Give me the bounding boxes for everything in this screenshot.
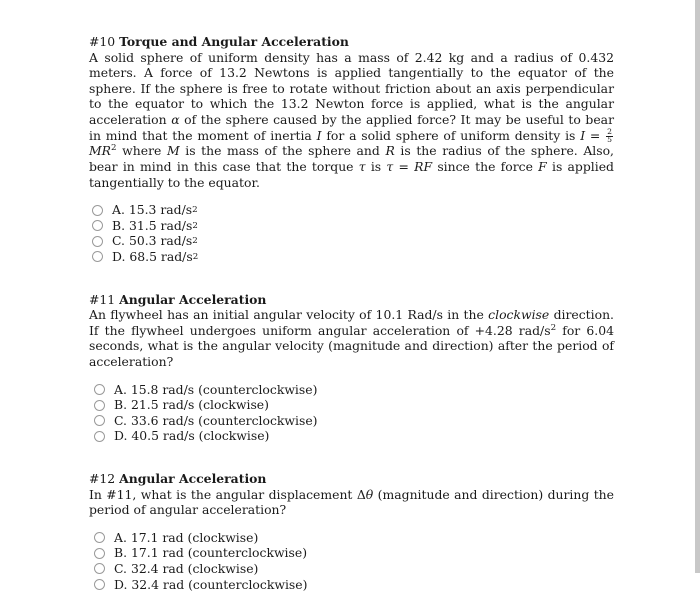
question-10-heading	[89, 34, 614, 50]
radio-button-icon[interactable]	[92, 236, 103, 247]
answer-option[interactable]: A. 15.8 rad/s (counterclockwise)	[94, 382, 614, 398]
question-11-heading	[89, 292, 614, 308]
radio-button-icon[interactable]	[92, 220, 103, 231]
question-number: #10	[89, 34, 116, 49]
question-number: #11	[89, 291, 116, 307]
question-12	[89, 471, 614, 592]
question-title: Angular Acceleration	[119, 470, 267, 486]
answer-option[interactable]: A. 17.1 rad (clockwise)	[94, 530, 614, 546]
question-10	[89, 34, 614, 265]
question-title: Torque and Angular Acceleration	[119, 34, 349, 49]
question-11	[89, 292, 614, 444]
radio-button-icon[interactable]	[92, 251, 103, 262]
question-11-options	[89, 382, 614, 444]
answer-option[interactable]: B. 21.5 rad/s (clockwise)	[94, 397, 614, 413]
answer-option[interactable]: A. 15.3 rad/s 2	[92, 202, 614, 218]
page-edge-bar	[695, 0, 700, 573]
radio-button-icon[interactable]	[94, 431, 105, 442]
question-12-text: In #11, what is the angular displacement Δθ (magnitude and direction) during the period of angular acceleration?	[89, 486, 614, 518]
radio-button-icon[interactable]	[94, 579, 105, 590]
answer-option[interactable]: D. 32.4 rad (counterclockwise)	[94, 577, 614, 592]
radio-button-icon[interactable]	[92, 205, 103, 216]
question-11-text: An flywheel has an initial angular velocity of 10.1 Rad/s in the clockwise direction. If the flywheel undergoes uniform angular acceleration of +4.28 rad/$s^2$ for 6.04 seconds, what is the angular velocity (magnitude and direction) after the period of acceleration?	[89, 307, 614, 370]
radio-button-icon[interactable]	[94, 548, 105, 559]
question-12-options	[89, 530, 614, 592]
fraction-two-fifths: $\frac{2}{5}$	[607, 126, 612, 144]
radio-button-icon[interactable]	[94, 415, 105, 426]
answer-option[interactable]: C. 50.3 rad/s 2	[92, 233, 614, 249]
radio-button-icon[interactable]	[94, 400, 105, 411]
answer-option[interactable]: D. 40.5 rad/s (clockwise)	[94, 428, 614, 444]
answer-option[interactable]: B. 17.1 rad (counterclockwise)	[94, 545, 614, 561]
answer-option[interactable]: C. 32.4 rad (clockwise)	[94, 561, 614, 577]
question-document	[89, 34, 614, 592]
answer-option[interactable]: B. 31.5 rad/s 2	[92, 218, 614, 234]
answer-option[interactable]: D. 68.5 rad/s 2	[92, 249, 614, 265]
question-10-options	[89, 202, 614, 264]
question-title: Angular Acceleration	[119, 291, 267, 307]
answer-option[interactable]: C. 33.6 rad/s (counterclockwise)	[94, 413, 614, 429]
radio-button-icon[interactable]	[94, 532, 105, 543]
question-number: #12	[89, 470, 116, 486]
question-12-heading	[89, 471, 614, 487]
question-10-text: A solid sphere of uniform density has a mass of 2.42 kg and a radius of 0.432 meters. A force of 13.2 Newtons is applied tangentially to the equator of the sphere. If the sphere is free to rotate without friction about an axis perpendicular to the equator to which the 13.2 Newton force is applied, what is the angular acceleration α of the sphere caused by the applied force? It may be useful to bear in mind that the moment of inertia I for a solid sphere of uniform density is I = $\frac{2}{5}$ $MR^2$ where M is the mass of the sphere and R is the radius of the sphere. Also, bear in mind in this case that the torque τ is τ = RF since the force F is applied tangentially to the equator.	[89, 49, 614, 190]
radio-button-icon[interactable]	[94, 384, 105, 395]
